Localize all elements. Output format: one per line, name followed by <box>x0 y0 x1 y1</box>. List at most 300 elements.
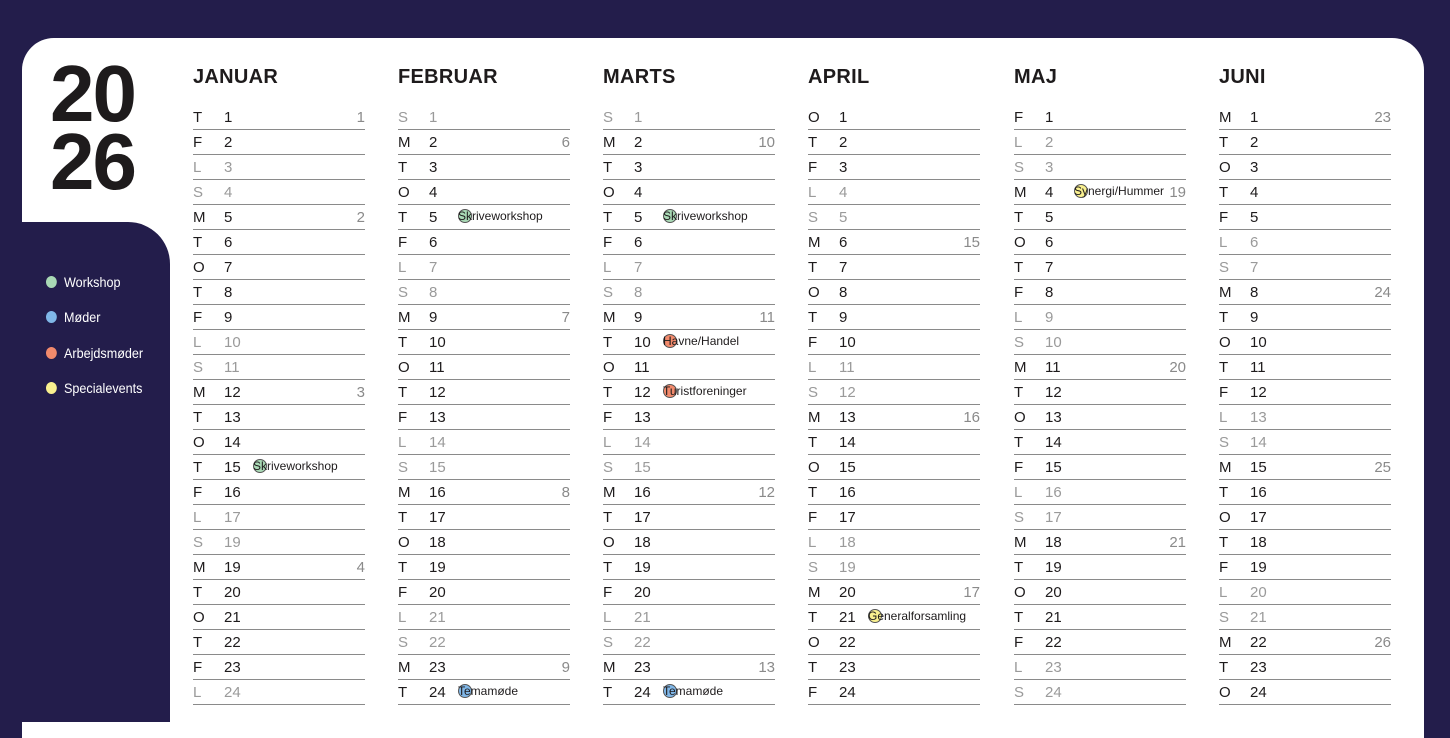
day-row[interactable] <box>398 630 570 655</box>
day-row[interactable] <box>1014 380 1186 405</box>
day-row[interactable] <box>808 480 980 505</box>
day-row[interactable] <box>808 430 980 455</box>
day-number: 17 <box>224 509 241 526</box>
day-row[interactable] <box>398 105 570 130</box>
weekday-letter: O <box>603 184 615 201</box>
day-row[interactable] <box>193 455 365 480</box>
day-row[interactable] <box>193 280 365 305</box>
weekday-letter: O <box>1014 584 1026 601</box>
weekday-letter: T <box>193 409 203 426</box>
day-number: 1 <box>224 109 233 126</box>
weekday-letter: M <box>603 309 616 326</box>
week-number: 15 <box>963 234 980 251</box>
day-row[interactable] <box>603 380 775 405</box>
legend-label: Arbejdsmøder <box>64 344 144 361</box>
day-row[interactable] <box>1219 380 1391 405</box>
day-row[interactable] <box>1014 280 1186 305</box>
day-row[interactable] <box>603 430 775 455</box>
day-number: 11 <box>224 359 240 376</box>
day-number: 14 <box>1250 434 1267 451</box>
day-row[interactable] <box>398 380 570 405</box>
day-number: 16 <box>634 484 651 501</box>
day-row[interactable] <box>398 355 570 380</box>
day-row[interactable] <box>1014 680 1186 705</box>
day-number: 3 <box>224 159 233 176</box>
day-number: 2 <box>839 134 848 151</box>
event-label: Generalforsamling <box>868 609 967 623</box>
day-row[interactable] <box>603 605 775 630</box>
day-number: 5 <box>634 209 643 226</box>
day-row[interactable] <box>193 255 365 280</box>
day-number: 22 <box>429 634 446 651</box>
day-row[interactable] <box>398 155 570 180</box>
day-number: 20 <box>1250 584 1267 601</box>
day-number: 21 <box>429 609 446 626</box>
day-number: 7 <box>1250 259 1259 276</box>
week-number: 16 <box>963 409 980 426</box>
day-row[interactable] <box>808 280 980 305</box>
weekday-letter: S <box>398 109 409 126</box>
weekday-letter: O <box>603 534 615 551</box>
weekday-letter: T <box>1014 209 1024 226</box>
legend <box>46 264 154 406</box>
weekday-letter: L <box>1219 409 1228 426</box>
day-row[interactable] <box>808 530 980 555</box>
day-number: 20 <box>429 584 446 601</box>
day-number: 19 <box>224 534 241 551</box>
day-row[interactable] <box>808 505 980 530</box>
weekday-letter: F <box>398 234 408 251</box>
day-row[interactable] <box>1014 155 1186 180</box>
day-number: 21 <box>1045 609 1062 626</box>
day-row[interactable] <box>808 255 980 280</box>
day-row[interactable] <box>398 280 570 305</box>
day-row[interactable] <box>603 280 775 305</box>
day-number: 9 <box>839 309 848 326</box>
day-row[interactable] <box>398 530 570 555</box>
day-number: 22 <box>224 634 241 651</box>
day-row[interactable] <box>603 555 775 580</box>
day-row[interactable] <box>808 555 980 580</box>
day-row[interactable] <box>1014 180 1186 205</box>
day-number: 5 <box>1045 209 1054 226</box>
day-row[interactable] <box>1219 455 1391 480</box>
day-number: 8 <box>1045 284 1054 301</box>
day-row[interactable] <box>193 555 365 580</box>
day-row[interactable] <box>808 180 980 205</box>
day-row[interactable] <box>193 305 365 330</box>
day-row[interactable] <box>1014 355 1186 380</box>
day-number: 17 <box>634 509 651 526</box>
day-number: 11 <box>634 359 650 376</box>
legend-item-special <box>46 371 143 407</box>
weekday-letter: T <box>193 634 203 651</box>
day-row[interactable] <box>398 605 570 630</box>
day-row[interactable] <box>808 355 980 380</box>
weekday-letter: S <box>193 359 204 376</box>
weekday-letter: T <box>808 134 818 151</box>
day-row[interactable] <box>398 130 570 155</box>
day-row[interactable] <box>193 680 365 705</box>
day-row[interactable] <box>808 380 980 405</box>
weekday-letter: O <box>193 434 205 451</box>
day-number: 15 <box>224 459 241 476</box>
day-row[interactable] <box>193 530 365 555</box>
weekday-letter: L <box>1014 309 1023 326</box>
day-row[interactable] <box>1014 330 1186 355</box>
day-number: 12 <box>1045 384 1062 401</box>
day-number: 7 <box>224 259 233 276</box>
day-row[interactable] <box>1014 555 1186 580</box>
week-number: 11 <box>759 309 775 326</box>
day-row[interactable] <box>808 630 980 655</box>
day-row[interactable] <box>808 455 980 480</box>
week-number: 12 <box>758 484 775 501</box>
day-row[interactable] <box>398 555 570 580</box>
day-number: 13 <box>634 409 651 426</box>
day-row[interactable] <box>1219 405 1391 430</box>
day-row[interactable] <box>603 505 775 530</box>
day-row[interactable] <box>1014 480 1186 505</box>
event-label: Skriveworkshop <box>458 209 543 223</box>
day-row[interactable] <box>808 230 980 255</box>
day-row[interactable] <box>1014 305 1186 330</box>
day-row[interactable] <box>193 355 365 380</box>
weekday-letter: F <box>1014 284 1024 301</box>
day-row[interactable] <box>603 630 775 655</box>
month-januar <box>193 66 365 705</box>
day-row[interactable] <box>1219 105 1391 130</box>
weekday-letter: S <box>603 459 614 476</box>
weekday-letter: F <box>1014 634 1024 651</box>
day-row[interactable] <box>603 180 775 205</box>
day-number: 5 <box>224 209 233 226</box>
day-row[interactable] <box>1219 630 1391 655</box>
day-number: 11 <box>429 359 445 376</box>
weekday-letter: F <box>398 409 408 426</box>
day-row[interactable] <box>1219 505 1391 530</box>
day-row[interactable] <box>193 230 365 255</box>
day-row[interactable] <box>1219 680 1391 705</box>
weekday-letter: F <box>808 334 818 351</box>
weekday-letter: O <box>808 634 820 651</box>
day-row[interactable] <box>603 305 775 330</box>
day-row[interactable] <box>398 205 570 230</box>
day-number: 9 <box>1045 309 1054 326</box>
event-label: Skriveworkshop <box>253 459 338 473</box>
day-row[interactable] <box>808 580 980 605</box>
day-row[interactable] <box>193 480 365 505</box>
weekday-letter: O <box>1014 409 1026 426</box>
day-row[interactable] <box>603 655 775 680</box>
day-number: 2 <box>224 134 233 151</box>
legend-item-workshop <box>46 264 143 300</box>
weekday-letter: F <box>1219 209 1229 226</box>
day-row[interactable] <box>1014 105 1186 130</box>
day-row[interactable] <box>398 480 570 505</box>
day-number: 18 <box>839 534 856 551</box>
day-row[interactable] <box>193 330 365 355</box>
day-number: 4 <box>1250 184 1259 201</box>
day-row[interactable] <box>603 580 775 605</box>
day-row[interactable] <box>193 580 365 605</box>
day-row[interactable] <box>603 480 775 505</box>
day-row[interactable] <box>603 205 775 230</box>
day-number: 12 <box>224 384 241 401</box>
day-number: 24 <box>1250 684 1267 701</box>
day-row[interactable] <box>1014 430 1186 455</box>
weekday-letter: M <box>1219 284 1232 301</box>
month-april <box>808 66 980 705</box>
day-row[interactable] <box>1219 330 1391 355</box>
day-row[interactable] <box>1014 255 1186 280</box>
day-number: 8 <box>839 284 848 301</box>
day-row[interactable] <box>1014 530 1186 555</box>
day-number: 23 <box>429 659 446 676</box>
weekday-letter: S <box>398 459 409 476</box>
weekday-letter: L <box>193 684 202 701</box>
day-number: 2 <box>1045 134 1054 151</box>
day-row[interactable] <box>193 105 365 130</box>
day-number: 10 <box>224 334 241 351</box>
day-number: 7 <box>634 259 643 276</box>
day-number: 10 <box>1250 334 1267 351</box>
day-row[interactable] <box>398 455 570 480</box>
day-row[interactable] <box>398 655 570 680</box>
weekday-letter: T <box>603 559 613 576</box>
day-row[interactable] <box>808 330 980 355</box>
day-number: 6 <box>1045 234 1054 251</box>
weekday-letter: F <box>193 659 203 676</box>
day-row[interactable] <box>1014 505 1186 530</box>
day-row[interactable] <box>808 205 980 230</box>
day-number: 13 <box>429 409 446 426</box>
week-number: 2 <box>356 209 365 226</box>
weekday-letter: T <box>1219 134 1229 151</box>
weekday-letter: F <box>603 409 613 426</box>
month-title: JANUAR <box>193 66 279 88</box>
day-number: 3 <box>839 159 848 176</box>
day-number: 16 <box>429 484 446 501</box>
day-row[interactable] <box>603 130 775 155</box>
day-row[interactable] <box>1219 430 1391 455</box>
day-number: 5 <box>429 209 438 226</box>
day-row[interactable] <box>1219 230 1391 255</box>
weekday-letter: O <box>1219 159 1231 176</box>
day-row[interactable] <box>1219 180 1391 205</box>
day-row[interactable] <box>808 605 980 630</box>
day-row[interactable] <box>603 155 775 180</box>
day-row[interactable] <box>398 330 570 355</box>
year-line-1: 20 <box>50 49 135 138</box>
day-number: 8 <box>634 284 643 301</box>
day-row[interactable] <box>1219 155 1391 180</box>
day-row[interactable] <box>193 130 365 155</box>
day-number: 8 <box>224 284 233 301</box>
day-number: 19 <box>1045 559 1062 576</box>
weekday-letter: T <box>193 459 203 476</box>
weekday-letter: F <box>193 309 203 326</box>
weekday-letter: M <box>1014 534 1027 551</box>
weekday-letter: S <box>398 284 409 301</box>
day-row[interactable] <box>1219 205 1391 230</box>
weekday-letter: M <box>603 484 616 501</box>
day-row[interactable] <box>193 605 365 630</box>
day-row[interactable] <box>808 130 980 155</box>
year-title <box>50 49 135 206</box>
day-row[interactable] <box>398 180 570 205</box>
day-row[interactable] <box>808 305 980 330</box>
day-number: 6 <box>429 234 438 251</box>
day-row[interactable] <box>1219 580 1391 605</box>
weekday-letter: T <box>398 384 408 401</box>
day-row[interactable] <box>1014 230 1186 255</box>
day-row[interactable] <box>808 105 980 130</box>
weekday-letter: F <box>603 234 613 251</box>
day-number: 3 <box>1045 159 1054 176</box>
day-number: 12 <box>429 384 446 401</box>
day-row[interactable] <box>603 355 775 380</box>
weekday-letter: L <box>603 609 612 626</box>
day-row[interactable] <box>193 405 365 430</box>
legend-item-arbejdsmoder <box>46 335 143 371</box>
day-number: 15 <box>1045 459 1062 476</box>
day-row[interactable] <box>398 305 570 330</box>
day-row[interactable] <box>808 655 980 680</box>
day-row[interactable] <box>603 105 775 130</box>
day-number: 7 <box>1045 259 1054 276</box>
day-row[interactable] <box>398 505 570 530</box>
day-row[interactable] <box>1014 605 1186 630</box>
day-row[interactable] <box>1219 530 1391 555</box>
day-row[interactable] <box>398 405 570 430</box>
day-row[interactable] <box>603 455 775 480</box>
day-number: 20 <box>839 584 856 601</box>
day-number: 2 <box>429 134 438 151</box>
day-number: 12 <box>1250 384 1267 401</box>
day-row[interactable] <box>808 405 980 430</box>
day-row[interactable] <box>193 630 365 655</box>
weekday-letter: S <box>603 284 614 301</box>
weekday-letter: T <box>1219 659 1229 676</box>
weekday-letter: S <box>1014 159 1025 176</box>
day-row[interactable] <box>1014 630 1186 655</box>
day-row[interactable] <box>603 330 775 355</box>
day-row[interactable] <box>398 680 570 705</box>
day-row[interactable] <box>193 655 365 680</box>
weekday-letter: L <box>193 509 202 526</box>
day-row[interactable] <box>1014 580 1186 605</box>
day-row[interactable] <box>603 255 775 280</box>
weekday-letter: T <box>603 509 613 526</box>
day-row[interactable] <box>1014 405 1186 430</box>
day-number: 13 <box>1250 409 1267 426</box>
day-row[interactable] <box>1219 605 1391 630</box>
day-row[interactable] <box>1014 205 1186 230</box>
event-label: Temamøde <box>663 684 724 698</box>
day-row[interactable] <box>193 430 365 455</box>
week-number: 9 <box>561 659 570 676</box>
weekday-letter: O <box>808 459 820 476</box>
month-title: MARTS <box>603 66 676 88</box>
day-row[interactable] <box>193 380 365 405</box>
day-row[interactable] <box>1219 280 1391 305</box>
day-row[interactable] <box>1014 655 1186 680</box>
day-row[interactable] <box>603 230 775 255</box>
day-row[interactable] <box>1014 455 1186 480</box>
day-number: 6 <box>634 234 643 251</box>
weekday-letter: S <box>1219 259 1230 276</box>
weekday-letter: L <box>1014 659 1023 676</box>
day-row[interactable] <box>1219 130 1391 155</box>
weekday-letter: O <box>1219 684 1231 701</box>
day-row[interactable] <box>193 180 365 205</box>
day-row[interactable] <box>398 580 570 605</box>
day-row[interactable] <box>603 530 775 555</box>
day-row[interactable] <box>1219 255 1391 280</box>
day-number: 4 <box>1045 184 1054 201</box>
day-row[interactable] <box>808 155 980 180</box>
day-row[interactable] <box>398 230 570 255</box>
day-row[interactable] <box>398 430 570 455</box>
weekday-letter: O <box>1014 234 1026 251</box>
day-number: 21 <box>839 609 856 626</box>
week-number: 1 <box>356 109 365 126</box>
day-row[interactable] <box>1219 480 1391 505</box>
weekday-letter: T <box>1219 184 1229 201</box>
day-number: 3 <box>1250 159 1259 176</box>
weekday-letter: S <box>1014 334 1025 351</box>
day-number: 3 <box>634 159 643 176</box>
day-row[interactable] <box>603 405 775 430</box>
day-row[interactable] <box>603 680 775 705</box>
weekday-letter: S <box>193 534 204 551</box>
day-number: 17 <box>839 509 856 526</box>
weekday-letter: F <box>808 684 818 701</box>
day-row[interactable] <box>1219 655 1391 680</box>
day-number: 19 <box>839 559 856 576</box>
day-row[interactable] <box>1014 130 1186 155</box>
weekday-letter: T <box>1219 359 1229 376</box>
day-row[interactable] <box>193 205 365 230</box>
day-row[interactable] <box>193 155 365 180</box>
year-line-2: 26 <box>50 117 135 206</box>
weekday-letter: F <box>1219 384 1229 401</box>
day-number: 4 <box>429 184 438 201</box>
day-number: 1 <box>1250 109 1259 126</box>
day-row[interactable] <box>1219 355 1391 380</box>
weekday-letter: L <box>1219 584 1228 601</box>
day-number: 24 <box>839 684 856 701</box>
weekday-letter: T <box>1014 559 1024 576</box>
day-number: 16 <box>224 484 241 501</box>
weekday-letter: T <box>808 484 818 501</box>
day-number: 19 <box>429 559 446 576</box>
day-number: 17 <box>429 509 446 526</box>
day-number: 6 <box>224 234 233 251</box>
day-row[interactable] <box>193 505 365 530</box>
day-row[interactable] <box>1219 305 1391 330</box>
day-row[interactable] <box>808 680 980 705</box>
weekday-letter: F <box>1014 109 1024 126</box>
day-number: 19 <box>634 559 651 576</box>
day-number: 16 <box>839 484 856 501</box>
event-label: Synergi/Hummer <box>1074 184 1165 198</box>
day-row[interactable] <box>398 255 570 280</box>
day-number: 18 <box>1250 534 1267 551</box>
weekday-letter: T <box>1014 259 1024 276</box>
day-row[interactable] <box>1219 555 1391 580</box>
